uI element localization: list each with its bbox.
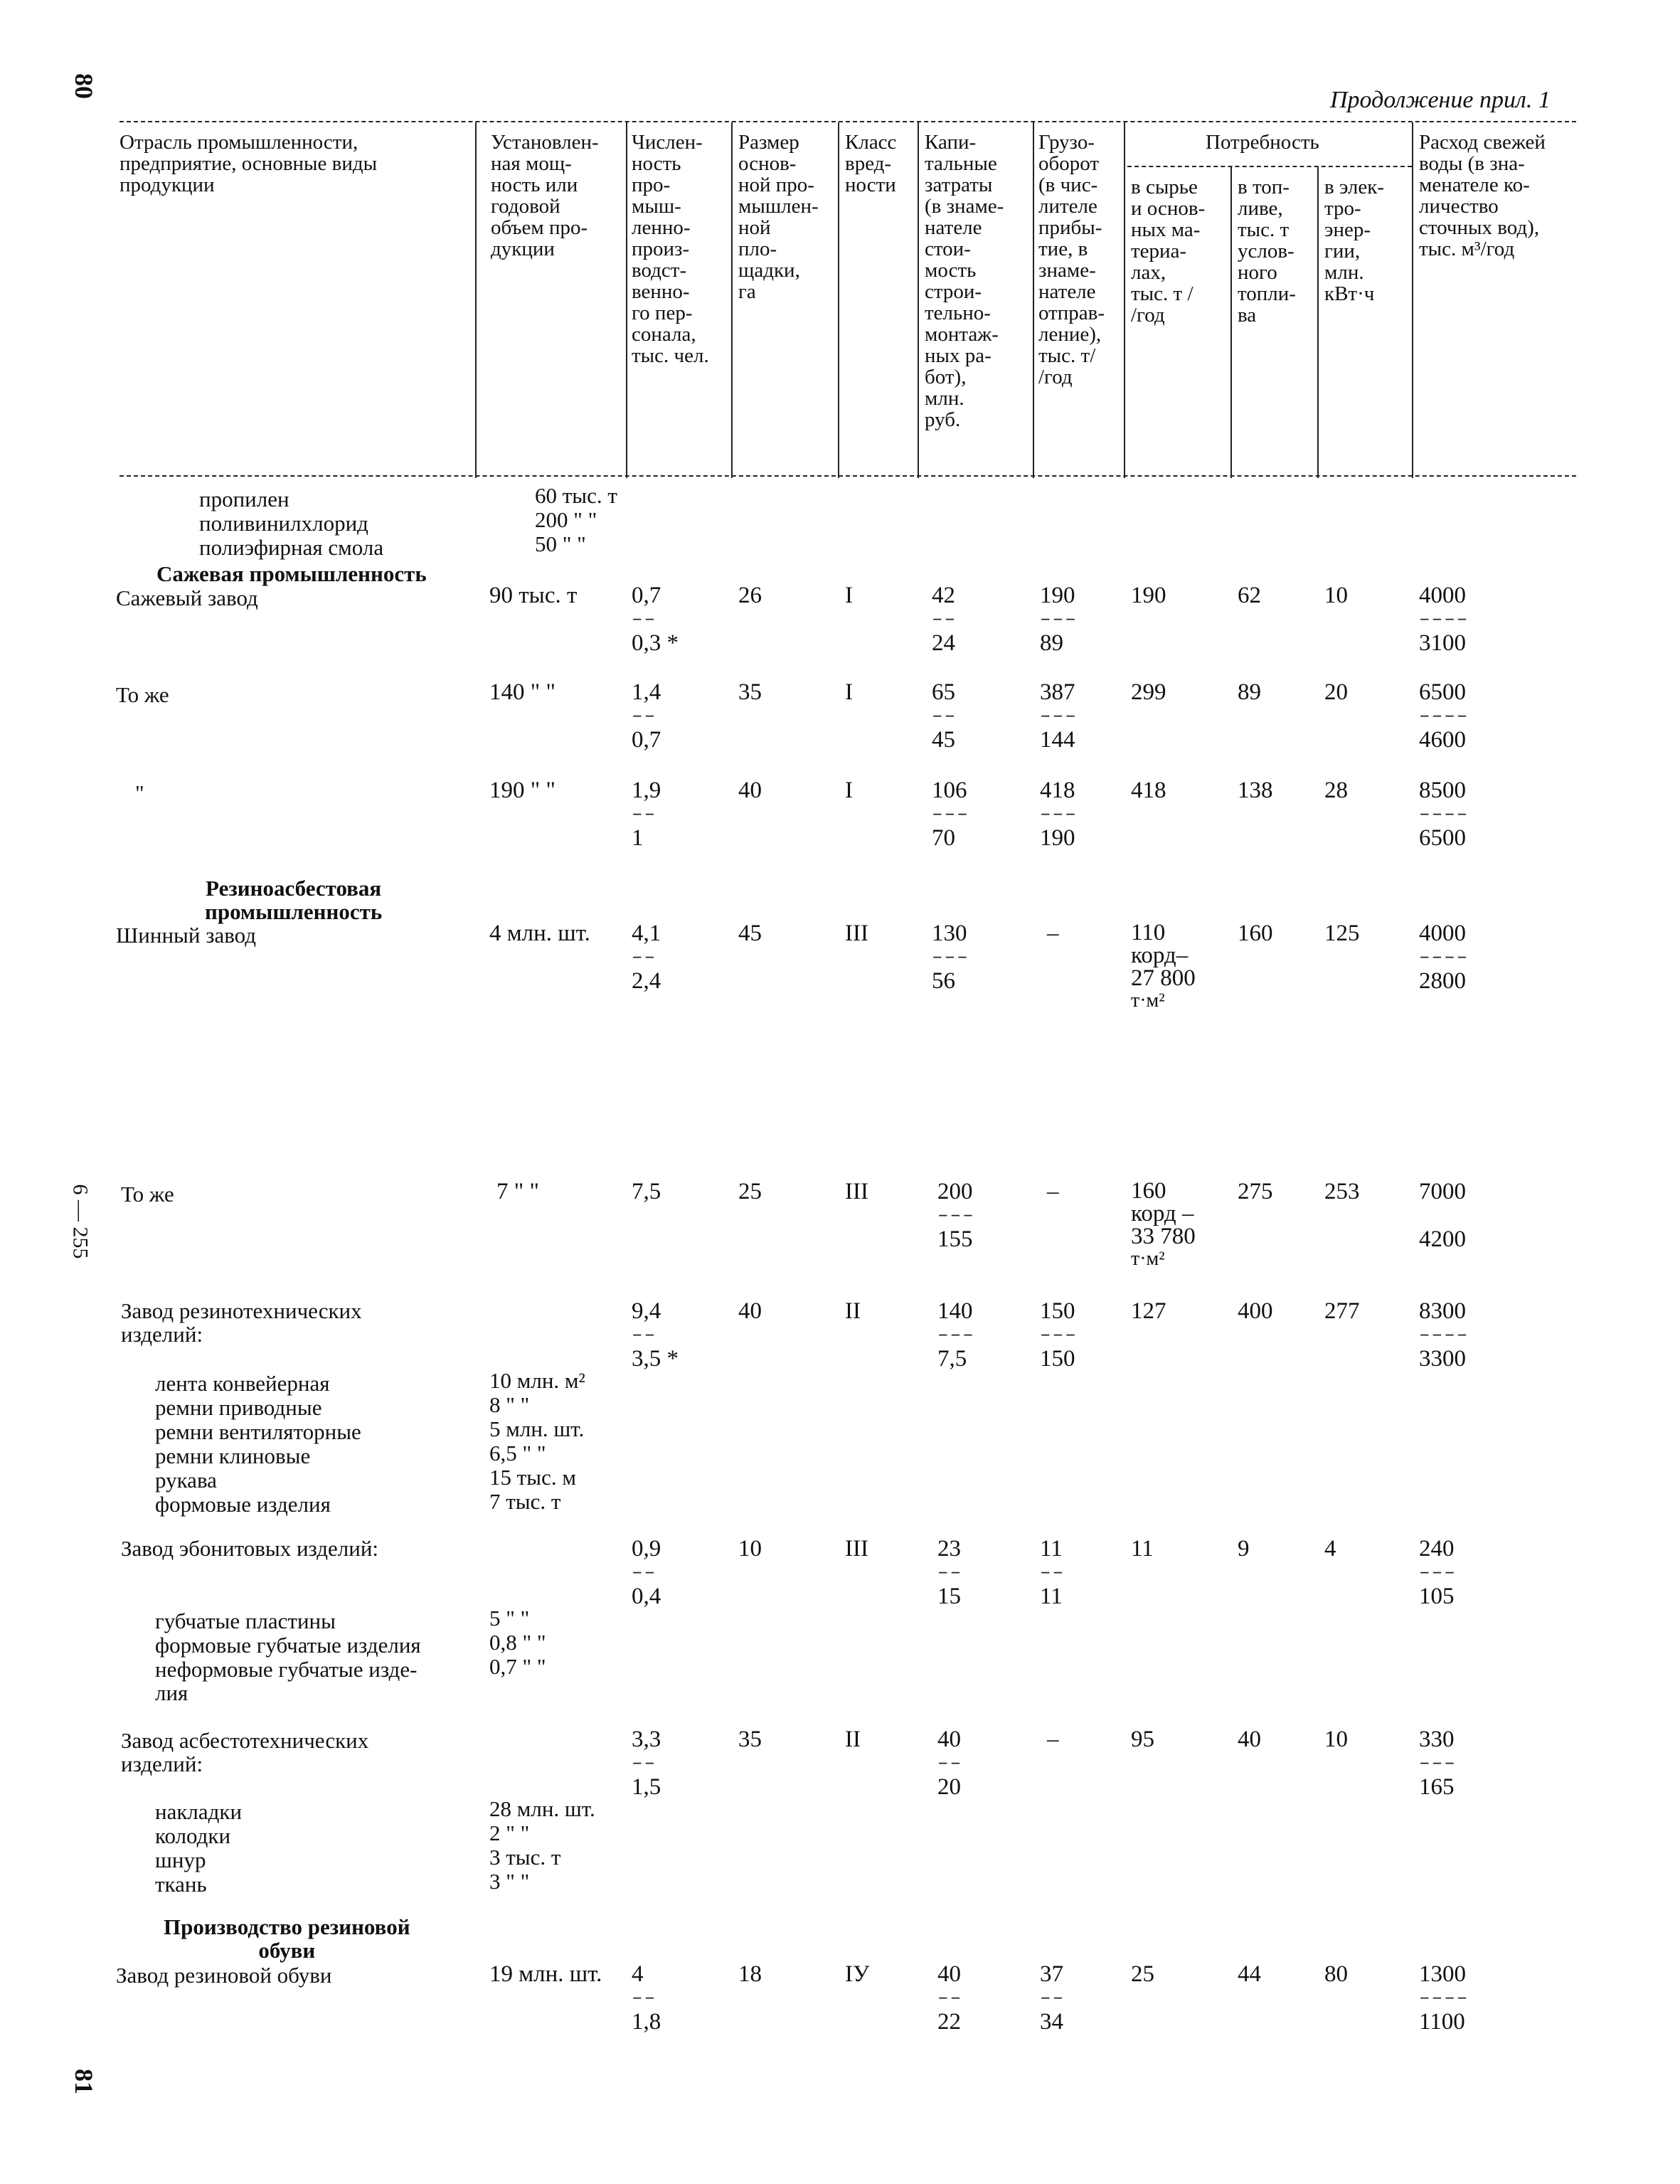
cargo-fraction: 190 ––– 89 (1040, 583, 1078, 656)
capex-fraction: 23 –– 15 (937, 1536, 963, 1609)
area-value: 45 (738, 921, 762, 946)
capex-fraction: 40 –– 20 (937, 1727, 963, 1800)
side-mark: 6 — 255 (68, 1184, 92, 1259)
fuel-value: 62 (1238, 583, 1261, 608)
product-name: полиэфирная смола (199, 535, 384, 560)
power-value: 277 (1324, 1298, 1360, 1324)
col-divider (475, 122, 477, 478)
cargo-fraction: 387 ––– 144 (1040, 679, 1078, 753)
power-value: 4 (1324, 1536, 1336, 1562)
area-value: 35 (738, 1727, 762, 1752)
fuel-value: 9 (1238, 1536, 1250, 1562)
header-raw: в сырье и основ- ных ма- териа- лах, тыс. т / /год (1131, 176, 1206, 327)
power-value: 10 (1324, 1727, 1348, 1752)
col-divider (838, 122, 839, 478)
product-name: формовые губчатые изделия (155, 1633, 421, 1658)
power-value: 253 (1324, 1179, 1360, 1204)
header-capacity: Установлен- ная мощ- ность или годовой объем про- дукции (491, 131, 599, 260)
cargo-fraction: 150 ––– 150 (1040, 1298, 1078, 1372)
product-capacity: 0,8 " " (489, 1630, 546, 1655)
header-staff: Числен- ность про- мыш- ленно- произ- водст- венно- го пер- сонала, тыс. чел. (632, 131, 709, 367)
fuel-value: 89 (1238, 679, 1261, 705)
raw-value: 418 (1131, 778, 1166, 803)
header-demand: Потребность (1206, 131, 1319, 154)
product-capacity: 3 " " (489, 1869, 530, 1894)
product-name: губчатые пластины (155, 1608, 336, 1633)
hazard-value: II (845, 1727, 861, 1752)
fuel-value: 40 (1238, 1727, 1261, 1752)
capex-fraction: 200 ––– 155 (937, 1179, 975, 1252)
raw-value: 11 (1131, 1536, 1154, 1562)
water-fraction: 330 ––– 165 (1419, 1727, 1457, 1800)
raw-value: 95 (1131, 1727, 1154, 1752)
product-capacity: 7 тыс. т (489, 1489, 561, 1514)
staff-fraction: 4 –– 1,8 (632, 1961, 661, 2035)
power-value: 80 (1324, 1961, 1348, 1987)
area-value: 25 (738, 1179, 762, 1204)
staff-fraction: 1,4 –– 0,7 (632, 679, 661, 753)
staff-fraction: 1,9 –– 1 (632, 778, 661, 851)
hazard-value: III (845, 921, 868, 946)
cargo-value: – (1047, 1727, 1059, 1752)
header-fuel: в топ- ливе, тыс. т услов- ного топли- ва (1238, 176, 1296, 327)
power-value: 10 (1324, 583, 1348, 608)
product-capacity: 200 " " (535, 507, 597, 532)
raw-value: 110 корд– 27 800 т·м² (1131, 920, 1196, 1012)
header-power: в элек- тро- энер- гии, млн. кВт·ч (1324, 176, 1384, 305)
staff-fraction: 3,3 –– 1,5 (632, 1727, 661, 1800)
col-divider (626, 122, 627, 478)
page-number-bottom: 81 (70, 2069, 98, 2094)
water-fraction: 4000 –––– 2800 (1419, 921, 1469, 994)
water-fraction: 7000 4200 (1419, 1179, 1466, 1252)
area-value: 40 (738, 778, 762, 803)
hazard-value: III (845, 1536, 868, 1562)
water-fraction: 8300 –––– 3300 (1419, 1298, 1469, 1372)
page-number-top: 80 (70, 73, 98, 99)
product-capacity: 10 млн. м² (489, 1368, 585, 1393)
row-capacity: 19 млн. шт. (489, 1961, 602, 1987)
capex-fraction: 130 ––– 56 (932, 921, 969, 994)
raw-value: 160 корд – 33 780 т·м² (1131, 1178, 1196, 1270)
product-name: рукава (155, 1468, 217, 1493)
product-name: формовые изделия (155, 1492, 331, 1517)
row-name: Завод резиновой обуви (116, 1963, 332, 1988)
product-name: накладки (155, 1799, 243, 1824)
row-name: " (135, 780, 144, 805)
header-bottom-rule (119, 475, 1576, 477)
cargo-fraction: 418 ––– 190 (1040, 778, 1078, 851)
row-capacity: 140 " " (489, 679, 555, 705)
row-name: То же (121, 1182, 174, 1207)
col-divider (1317, 167, 1319, 478)
header-cargo: Грузо- оборот (в чис- лителе прибы- тие, в знаме- нателе отправ- ление), тыс. т/ /год (1038, 131, 1105, 388)
hazard-value: II (845, 1298, 861, 1324)
product-capacity: 0,7 " " (489, 1654, 546, 1679)
staff-fraction: 0,7 –– 0,3 * (632, 583, 679, 656)
power-value: 125 (1324, 921, 1360, 946)
fuel-value: 275 (1238, 1179, 1273, 1204)
row-capacity: 90 тыс. т (489, 583, 578, 608)
header-hazard: Класс вред- ности (845, 131, 897, 196)
section-title: Резиноасбестовая промышленность (205, 876, 383, 924)
capex-fraction: 40 –– 22 (937, 1961, 963, 2035)
fuel-value: 160 (1238, 921, 1273, 946)
col-divider (1412, 122, 1413, 478)
hazard-value: IУ (845, 1961, 870, 1987)
product-name: колодки (155, 1823, 231, 1848)
cargo-value: – (1047, 1179, 1059, 1204)
row-name: Завод асбестотехнических изделий: (121, 1728, 369, 1776)
section-title: Сажевая промышленность (156, 561, 427, 586)
product-capacity: 15 тыс. м (489, 1465, 577, 1490)
col-divider (731, 122, 733, 478)
product-capacity: 8 " " (489, 1392, 530, 1417)
demand-subrule (1127, 166, 1412, 167)
product-capacity: 28 млн. шт. (489, 1796, 595, 1821)
water-fraction: 240 ––– 105 (1419, 1536, 1457, 1609)
header-capex: Капи- тальные затраты (в знаме- нателе стои- мость строи- тельно- монтаж- ных ра- бот), млн. руб. (925, 131, 1004, 431)
raw-value: 127 (1131, 1298, 1166, 1324)
product-name: неформовые губчатые изде- лия (155, 1657, 418, 1705)
staff-value: 7,5 (632, 1179, 661, 1204)
fuel-value: 138 (1238, 778, 1273, 803)
header-water: Расход свежей воды (в зна- менателе ко- личество сточных вод), тыс. м³/год (1419, 131, 1546, 260)
area-value: 35 (738, 679, 762, 705)
product-capacity: 6,5 " " (489, 1441, 546, 1465)
capex-fraction: 106 ––– 70 (932, 778, 969, 851)
product-capacity: 3 тыс. т (489, 1845, 561, 1870)
row-capacity: 4 млн. шт. (489, 921, 590, 946)
hazard-value: III (845, 1179, 868, 1204)
fuel-value: 400 (1238, 1298, 1273, 1324)
product-name: лента конвейерная (155, 1371, 330, 1396)
hazard-value: I (845, 583, 853, 608)
area-value: 26 (738, 583, 762, 608)
capex-fraction: 42 –– 24 (932, 583, 957, 656)
product-name: шнур (155, 1848, 206, 1872)
col-divider (1124, 122, 1125, 478)
raw-value: 190 (1131, 583, 1166, 608)
area-value: 10 (738, 1536, 762, 1562)
section-title: Производство резиновой обуви (164, 1914, 410, 1963)
header-area: Размер основ- ной про- мышлен- ной пло- щадки, га (738, 131, 819, 303)
row-capacity: 190 " " (489, 778, 555, 803)
raw-value: 299 (1131, 679, 1166, 705)
row-name: Завод эбонитовых изделий: (121, 1536, 379, 1561)
staff-fraction: 4,1 –– 2,4 (632, 921, 661, 994)
header-branch: Отрасль промышленности, предприятие, основные виды продукции (119, 131, 378, 196)
cargo-value: – (1047, 921, 1059, 946)
col-divider (1033, 122, 1034, 478)
power-value: 28 (1324, 778, 1348, 803)
staff-fraction: 0,9 –– 0,4 (632, 1536, 661, 1609)
product-capacity: 5 млн. шт. (489, 1416, 585, 1441)
row-name: Сажевый завод (116, 585, 258, 610)
area-value: 40 (738, 1298, 762, 1324)
product-capacity: 5 " " (489, 1606, 530, 1631)
product-name: ремни клиновые (155, 1443, 311, 1468)
row-name: То же (116, 682, 169, 707)
col-divider (1230, 167, 1232, 478)
cargo-fraction: 37 –– 34 (1040, 1961, 1065, 2035)
hazard-value: I (845, 778, 853, 803)
raw-value: 25 (1131, 1961, 1154, 1987)
row-name: Завод резинотехнических изделий: (121, 1298, 362, 1347)
area-value: 18 (738, 1961, 762, 1987)
product-name: ремни вентиляторные (155, 1419, 361, 1444)
continuation-label: Продолжение прил. 1 (1330, 87, 1551, 113)
product-name: ремни приводные (155, 1395, 322, 1420)
fuel-value: 44 (1238, 1961, 1261, 1987)
water-fraction: 6500 –––– 4600 (1419, 679, 1469, 753)
capex-fraction: 140 ––– 7,5 (937, 1298, 975, 1372)
product-name: поливинилхлорид (199, 511, 368, 536)
water-fraction: 8500 –––– 6500 (1419, 778, 1469, 851)
water-fraction: 4000 –––– 3100 (1419, 583, 1469, 656)
capex-fraction: 65 –– 45 (932, 679, 957, 753)
product-capacity: 50 " " (535, 531, 586, 556)
product-capacity: 60 тыс. т (535, 483, 617, 508)
water-fraction: 1300 –––– 1100 (1419, 1961, 1469, 2035)
product-name: пропилен (199, 487, 289, 511)
power-value: 20 (1324, 679, 1348, 705)
col-divider (918, 122, 919, 478)
product-capacity: 2 " " (489, 1820, 530, 1845)
cargo-fraction: 11 –– 11 (1040, 1536, 1065, 1609)
staff-fraction: 9,4 –– 3,5 * (632, 1298, 679, 1372)
header-top-rule (119, 121, 1576, 122)
row-capacity: 7 " " (496, 1179, 539, 1204)
hazard-value: I (845, 679, 853, 705)
product-name: ткань (155, 1872, 207, 1897)
row-name: Шинный завод (116, 923, 257, 948)
